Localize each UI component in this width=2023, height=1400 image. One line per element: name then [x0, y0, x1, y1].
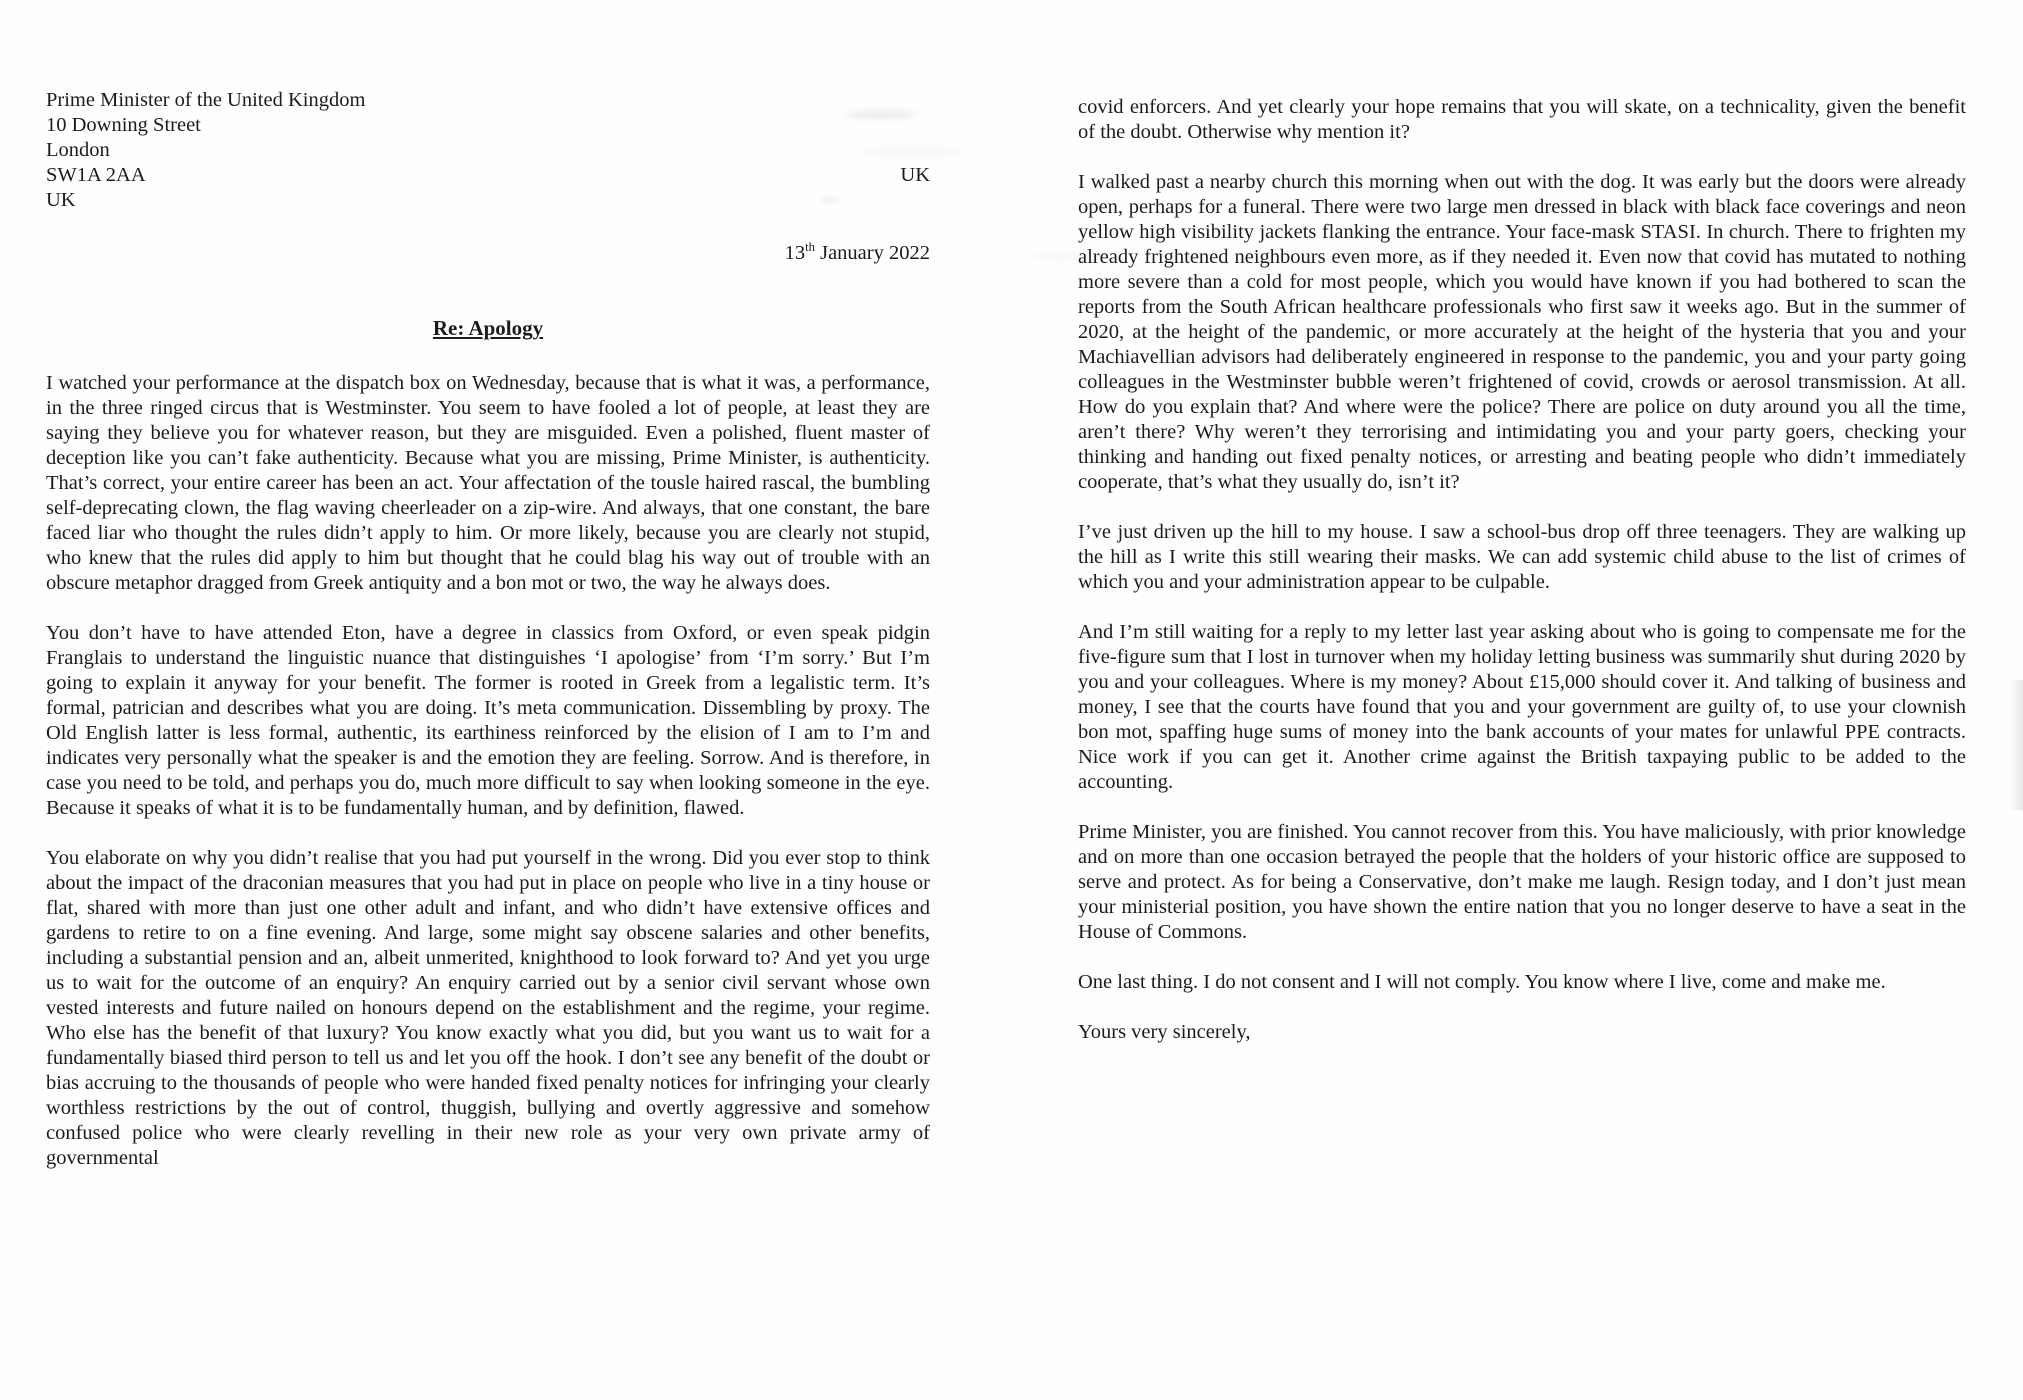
letter-paragraph: And I’m still waiting for a reply to my letter last year asking about who is going to compensate me for the five-figure sum that I lost in turnover when my holiday letting business was summarily shut during 2020 by you and your colleagues. Where is my money? About £15,000 should cover it. And talking of business and money, I see that the courts have found that you and your government are guilty of, to use your clownish bon mot, spaffing huge sums of money into the bank accounts of your mates for unlawful PPE contracts. Nice work if you can get it. Another crime against the British taxpaying public to be added to the accounting. [1078, 621, 1966, 793]
address-line: UK [46, 189, 76, 211]
continuation-paragraph: covid enforcers. And yet clearly your hope remains that you will skate, on a technicality, given the benefit of the doubt. Otherwise why mention it? [1078, 96, 1966, 143]
page-1 [46, 88, 930, 1196]
letter-date [46, 241, 930, 266]
valediction: Yours very sincerely, [1078, 1021, 1251, 1043]
address-line: SW1A 2AA [46, 164, 146, 186]
page-2 [1078, 95, 1966, 1045]
letter-paragraph: You don’t have to have attended Eton, have a degree in classics from Oxford, or even speak pidgin Franglais to understand the linguistic nuance that distinguishes ‘I apologise’ from ‘I’m sorry.’ But I’m going to explain it anyway for your benefit. The former is rooted in Greek from a legalistic term. It’s formal, patrician and describes what you are doing. It’s meta communication. Dissembling by proxy. The Old English latter is less formal, authentic, its earthiness reinforced by the elision of I am to I’m and indicates very personally what the speaker is and the emotion they are feeling. Sorrow. And is therefore, in case you need to be told, and perhaps you do, much more difficult to say when looking someone in the eye. Because it speaks of what it is to be fundamentally human, and by definition, flawed. [46, 622, 930, 819]
date-day: 13 [784, 242, 806, 264]
address-line: London [46, 139, 110, 161]
address-line: Prime Minister of the United Kingdom [46, 89, 366, 111]
letter-paragraph: Prime Minister, you are finished. You cannot recover from this. You have maliciously, with prior knowledge and on more than one occasion betrayed the people that the holders of your historic office are supposed to serve and protect. As for being a Conservative, don’t make me laugh. Resign today, and I don’t just mean your ministerial position, you have shown the entire nation that you no longer deserve to have a seat in the House of Commons. [1078, 821, 1966, 943]
letter-paragraph: I’ve just driven up the hill to my house. I saw a school-bus drop off three teenagers. They are walking up the hill as I write this still wearing their masks. We can add systemic child abuse to the list of crimes of which you and your administration appear to be culpable. [1078, 521, 1966, 593]
date-ordinal: th [805, 240, 815, 255]
letter-paragraph: One last thing. I do not consent and I will not comply. You know where I live, come and make me. [1078, 971, 1886, 993]
country-label-right: UK [900, 164, 930, 186]
date-month-year: January 2022 [814, 242, 930, 264]
letter-paragraph: I walked past a nearby church this morning when out with the dog. It was early but the doors were already open, perhaps for a funeral. There were two large men dressed in black with black face coverings and neon yellow high visibility jackets flanking the entrance. Your face-mask STASI. In church. There to frighten my already frightened neighbours even more, as if they needed it. Even now that covid has mutated to nothing more severe than a cold for most people, which you would have known if you had bothered to scan the reports from the South African healthcare professionals who first saw it weeks ago. But in the summer of 2020, at the height of the pandemic, or more accurately at the height of the hysteria that you and your Machiavellian advisors had deliberately engineered in response to the pandemic, you and your party going colleagues in the Westminster bubble weren’t frightened of covid, crowds or aerosol transmission. At all. How do you explain that? And where were the police? There are police on duty around you all the time, aren’t there? Why weren’t they terrorising and intimidating you and your party goers, checking your thinking and handing out fixed penalty notices, or arresting and beating people who didn’t immediately cooperate, that’s what they usually do, isn’t it? [1078, 171, 1966, 493]
address-line: 10 Downing Street [46, 114, 201, 136]
scan-edge-shadow [2009, 680, 2023, 810]
letter-paragraph: I watched your performance at the dispatch box on Wednesday, because that is what it was, a performance, in the three ringed circus that is Westminster. You seem to have fooled a lot of people, at least they are saying they believe you for whatever reason, but they are misguided. Even a polished, fluent master of deception like you can’t fake authenticity. Because what you are missing, Prime Minister, is authenticity. That’s correct, your entire career has been an act. Your affectation of the tousle haired rascal, the bumbling self-deprecating clown, the flag waving cheerleader on a zip-wire. And always, that one constant, the bare faced liar who thought the rules didn’t apply to him. Or more likely, because you are clearly not stupid, who knew that the rules did apply to him but thought that he could blag his way out of trouble with an obscure metaphor dragged from Greek antiquity and a bon mot or two, the way he always does. [46, 372, 930, 594]
recipient-address [46, 88, 930, 213]
subject-heading: Re: Apology [432, 316, 544, 340]
letter-paragraph: You elaborate on why you didn’t realise that you had put yourself in the wrong. Did you ever stop to think about the impact of the draconian measures that you had put in place on people who live in a tiny house or flat, shared with more than just one other adult and infant, and who didn’t have extensive offices and gardens to retire to on a fine evening. And large, some might say obscene salaries and other benefits, including a substantial pension and an, albeit unmerited, knighthood to look forward to? And yet you urge us to wait for the outcome of an enquiry? An enquiry carried out by a senior civil servant whose own vested interests and future nailed on honours depend on the establishment and the regime, your regime. Who else has the benefit of that luxury? You know exactly what you did, but you want us to wait for a fundamentally biased third person to tell us and let you off the hook. I don’t see any benefit of the doubt or bias accruing to the thousands of people who were handed fixed penalty notices for infringing your clearly worthless restrictions by the out of control, thuggish, bullying and overtly aggressive and somehow confused police who were clearly revelling in their new role as your very own private army of governmental [46, 847, 930, 1169]
